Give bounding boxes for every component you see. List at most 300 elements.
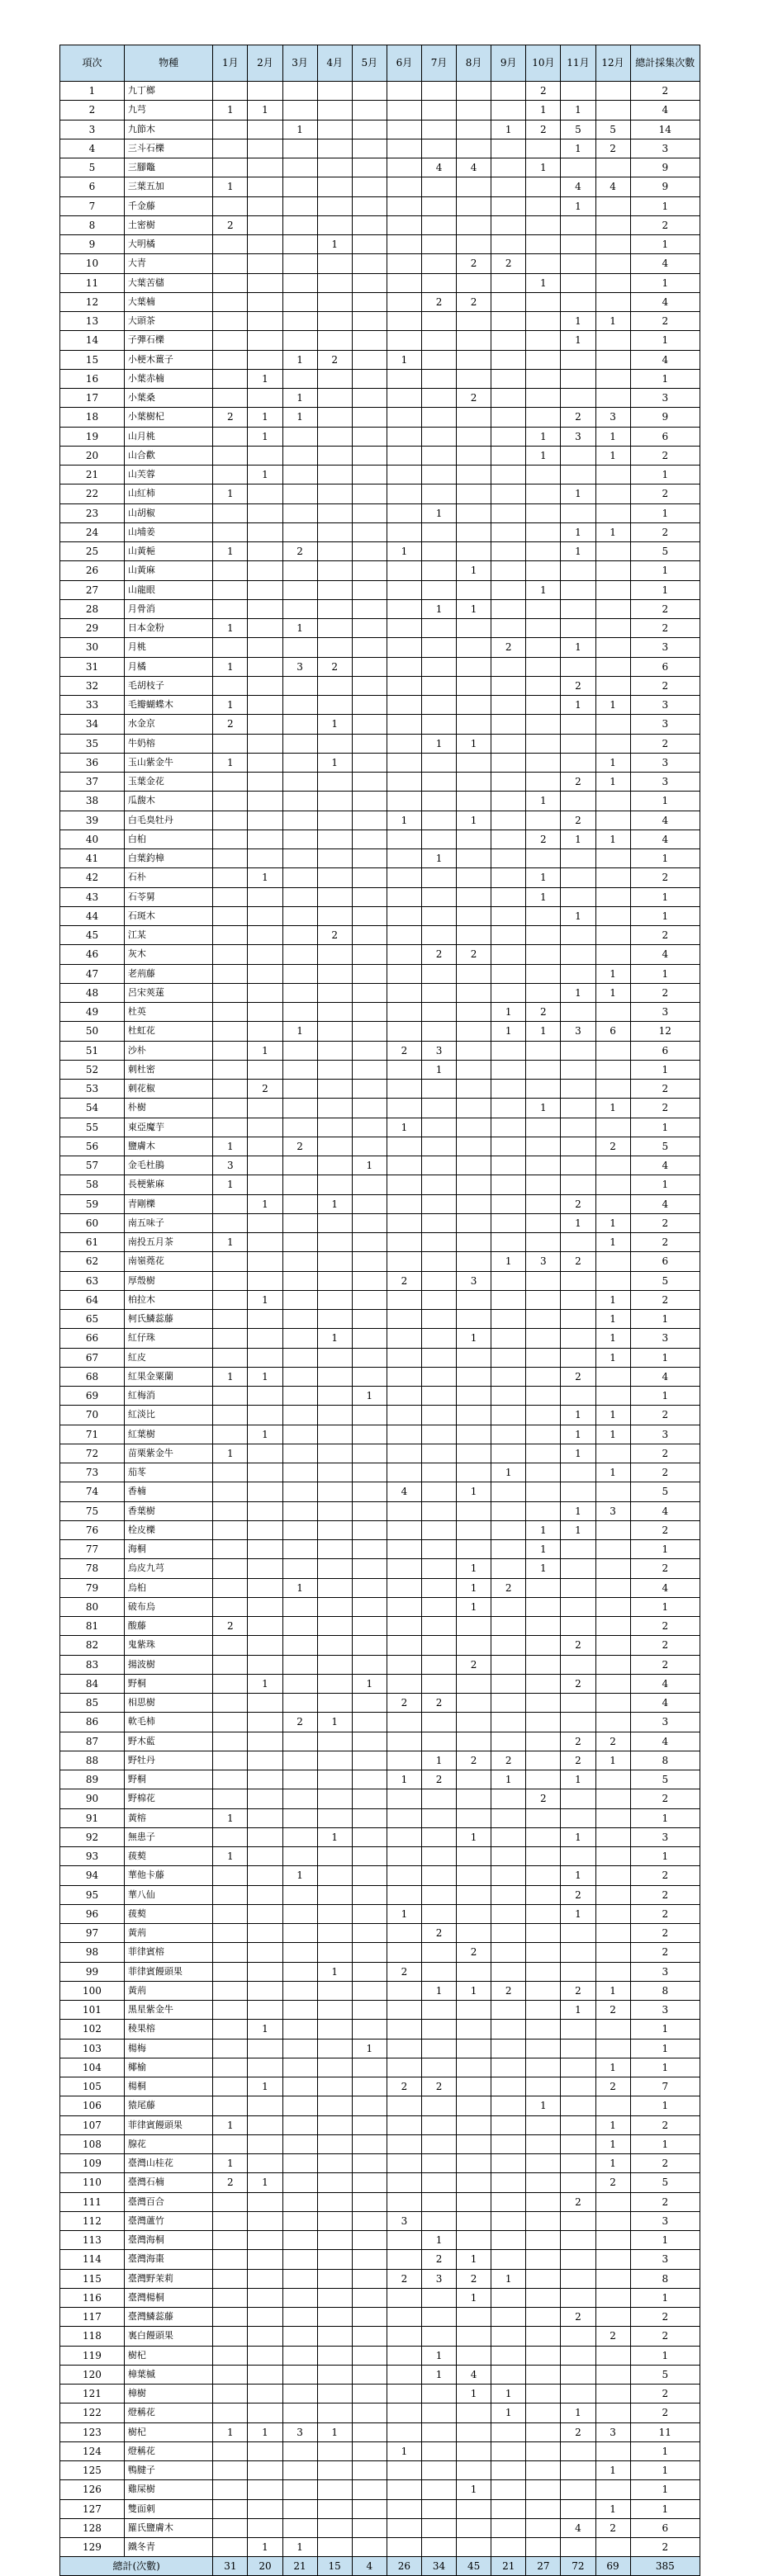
month-count-cell	[595, 484, 630, 503]
month-count-cell	[317, 2192, 352, 2211]
month-count-cell	[248, 158, 282, 177]
row-total-cell: 4	[630, 350, 700, 369]
month-count-cell	[457, 1808, 491, 1827]
month-count-cell	[421, 1022, 456, 1041]
month-count-cell: 1	[526, 868, 561, 887]
month-count-cell	[595, 1770, 630, 1789]
month-count-cell	[561, 235, 595, 254]
month-count-cell	[317, 676, 352, 695]
month-count-cell: 2	[213, 1617, 248, 1636]
row-total-cell: 2	[630, 926, 700, 945]
month-count-cell	[457, 2327, 491, 2346]
month-count-cell	[457, 715, 491, 734]
species-name-cell: 山紅柿	[124, 484, 212, 503]
month-count-cell	[457, 120, 491, 139]
month-count-cell	[387, 2039, 421, 2058]
month-count-cell	[317, 1789, 352, 1808]
month-count-cell	[421, 2134, 456, 2153]
row-total-cell: 1	[630, 1060, 700, 1079]
month-count-cell	[317, 1617, 352, 1636]
row-total-cell: 3	[630, 1827, 700, 1846]
month-count-cell	[526, 1694, 561, 1713]
month-count-cell	[421, 177, 456, 196]
species-name-cell: 菲律賓榕	[124, 1943, 212, 1962]
table-row	[60, 1175, 700, 1194]
month-count-cell	[491, 2115, 526, 2134]
month-count-cell	[387, 2461, 421, 2480]
month-count-cell: 1	[282, 2538, 317, 2557]
month-count-cell	[561, 657, 595, 676]
month-count-cell	[248, 522, 282, 541]
month-count-cell	[491, 580, 526, 599]
month-count-cell	[387, 792, 421, 811]
month-count-cell	[213, 446, 248, 465]
row-total-cell: 1	[630, 2231, 700, 2250]
month-count-cell: 1	[457, 599, 491, 618]
row-index-cell: 58	[60, 1175, 125, 1194]
month-count-cell	[248, 1847, 282, 1866]
month-count-cell	[387, 408, 421, 427]
month-count-cell: 1	[317, 1962, 352, 1981]
month-count-cell	[526, 254, 561, 273]
month-count-cell	[561, 2346, 595, 2365]
month-count-cell	[317, 1885, 352, 1904]
month-count-cell	[352, 2288, 387, 2307]
month-count-cell	[387, 1540, 421, 1559]
month-count-cell	[387, 292, 421, 311]
month-count-cell	[595, 1520, 630, 1539]
month-count-cell	[387, 235, 421, 254]
month-count-cell	[595, 1578, 630, 1597]
month-count-cell	[317, 2020, 352, 2039]
month-count-cell	[526, 522, 561, 541]
month-count-cell	[421, 1213, 456, 1232]
month-count-cell	[213, 2077, 248, 2096]
month-count-cell	[387, 1329, 421, 1348]
month-count-cell	[317, 2134, 352, 2153]
month-count-cell	[282, 2154, 317, 2173]
month-count-cell	[526, 2001, 561, 2020]
table-row	[60, 1252, 700, 1271]
month-count-cell	[526, 2499, 561, 2518]
row-index-cell: 41	[60, 849, 125, 868]
month-count-cell: 1	[595, 696, 630, 715]
month-count-cell	[352, 1310, 387, 1329]
month-count-cell: 1	[387, 1118, 421, 1137]
row-total-cell: 5	[630, 542, 700, 561]
month-count-cell	[526, 1080, 561, 1099]
month-count-cell	[561, 2020, 595, 2039]
month-count-cell	[561, 2327, 595, 2346]
species-name-cell: 老荊藤	[124, 964, 212, 983]
species-name-cell: 呂宋莢蒾	[124, 983, 212, 1002]
row-index-cell: 104	[60, 2058, 125, 2077]
month-count-cell	[282, 580, 317, 599]
month-count-cell	[282, 2480, 317, 2499]
month-count-cell	[213, 1540, 248, 1559]
month-count-cell	[457, 1617, 491, 1636]
month-count-cell	[282, 446, 317, 465]
month-count-cell	[317, 1808, 352, 1827]
row-index-cell: 103	[60, 2039, 125, 2058]
table-row	[60, 926, 700, 945]
month-count-cell	[282, 1617, 317, 1636]
month-count-cell	[248, 1540, 282, 1559]
month-count-cell	[457, 1924, 491, 1943]
species-name-cell: 子彈石櫟	[124, 331, 212, 350]
month-count-cell	[213, 82, 248, 101]
row-index-cell: 106	[60, 2096, 125, 2115]
row-total-cell: 1	[630, 273, 700, 292]
month-count-cell	[421, 676, 456, 695]
month-count-cell	[213, 331, 248, 350]
month-count-cell	[213, 2385, 248, 2403]
month-count-cell	[387, 196, 421, 215]
month-count-cell	[421, 1559, 456, 1578]
month-count-cell	[595, 1866, 630, 1885]
month-count-cell	[457, 849, 491, 868]
row-index-cell: 105	[60, 2077, 125, 2096]
month-count-cell	[387, 1406, 421, 1425]
month-count-cell	[352, 503, 387, 522]
month-count-cell	[248, 1213, 282, 1232]
species-name-cell: 樟樹	[124, 2385, 212, 2403]
month-count-cell	[491, 1156, 526, 1175]
month-count-cell	[595, 715, 630, 734]
species-name-cell: 石斑木	[124, 906, 212, 925]
month-count-cell	[317, 2385, 352, 2403]
month-count-cell	[421, 2288, 456, 2307]
row-index-cell: 24	[60, 522, 125, 541]
month-count-cell: 3	[387, 2211, 421, 2230]
row-index-cell: 65	[60, 1310, 125, 1329]
month-count-cell	[491, 1617, 526, 1636]
row-index-cell: 27	[60, 580, 125, 599]
month-count-cell: 2	[561, 1751, 595, 1770]
month-count-cell	[387, 1827, 421, 1846]
species-name-cell: 燈稱花	[124, 2403, 212, 2422]
month-count-cell	[317, 120, 352, 139]
table-row	[60, 1770, 700, 1789]
month-count-cell: 1	[282, 1578, 317, 1597]
month-count-cell	[526, 619, 561, 638]
month-count-cell: 3	[213, 1156, 248, 1175]
month-count-cell	[213, 1866, 248, 1885]
month-count-cell: 4	[457, 158, 491, 177]
month-count-cell	[248, 2211, 282, 2230]
species-name-cell: 九節木	[124, 120, 212, 139]
month-count-cell	[421, 638, 456, 657]
month-count-cell	[526, 312, 561, 331]
month-count-cell	[421, 983, 456, 1002]
month-count-cell	[491, 1924, 526, 1943]
species-name-cell: 無患子	[124, 1827, 212, 1846]
month-count-cell: 1	[213, 753, 248, 772]
month-count-cell	[387, 2058, 421, 2077]
month-count-cell	[352, 446, 387, 465]
month-count-cell	[387, 1655, 421, 1674]
month-count-cell	[491, 792, 526, 811]
month-count-cell	[457, 964, 491, 983]
row-total-cell: 2	[630, 312, 700, 331]
month-count-cell: 1	[421, 599, 456, 618]
month-count-cell	[282, 2346, 317, 2365]
month-count-cell	[491, 926, 526, 945]
month-count-cell	[213, 1885, 248, 1904]
month-count-cell	[526, 676, 561, 695]
month-count-cell	[213, 2346, 248, 2365]
species-name-cell: 樟葉槭	[124, 2365, 212, 2384]
species-name-cell: 南五味子	[124, 1213, 212, 1232]
month-count-cell: 1	[526, 158, 561, 177]
row-total-cell: 2	[630, 1617, 700, 1636]
table-row	[60, 1655, 700, 1674]
month-count-cell	[526, 849, 561, 868]
row-total-cell: 2	[630, 2192, 700, 2211]
month-count-cell	[248, 1003, 282, 1022]
month-count-cell	[282, 1425, 317, 1444]
month-count-cell	[491, 1847, 526, 1866]
month-count-cell: 1	[248, 2077, 282, 2096]
month-count-cell	[282, 715, 317, 734]
month-count-cell	[595, 1694, 630, 1713]
species-name-cell: 紅仔珠	[124, 1329, 212, 1348]
row-total-cell: 4	[630, 254, 700, 273]
month-count-cell	[387, 101, 421, 120]
month-count-cell	[421, 350, 456, 369]
month-count-cell	[387, 1022, 421, 1041]
month-count-cell	[387, 1674, 421, 1693]
month-count-cell	[387, 619, 421, 638]
month-count-cell	[248, 1808, 282, 1827]
month-count-cell	[248, 350, 282, 369]
month-count-cell	[421, 2403, 456, 2422]
month-count-cell	[491, 599, 526, 618]
month-count-cell: 2	[595, 2173, 630, 2192]
table-row	[60, 2422, 700, 2441]
month-count-cell	[282, 1655, 317, 1674]
table-row	[60, 1789, 700, 1808]
table-row	[60, 2231, 700, 2250]
table-row	[60, 2096, 700, 2115]
month-count-cell	[213, 2211, 248, 2230]
month-count-cell	[491, 2327, 526, 2346]
row-total-cell: 1	[630, 887, 700, 906]
month-count-cell	[352, 2365, 387, 2384]
month-count-cell	[352, 1482, 387, 1501]
month-count-cell	[421, 753, 456, 772]
month-count-cell	[491, 657, 526, 676]
month-count-cell	[457, 2499, 491, 2518]
month-count-cell: 1	[248, 1425, 282, 1444]
month-count-cell	[213, 2441, 248, 2460]
row-index-cell: 12	[60, 292, 125, 311]
row-index-cell: 54	[60, 1099, 125, 1118]
month-count-cell	[213, 2288, 248, 2307]
month-count-cell: 1	[561, 1770, 595, 1789]
month-count-cell	[352, 2385, 387, 2403]
month-count-cell: 1	[282, 350, 317, 369]
month-count-cell: 1	[595, 1310, 630, 1329]
month-count-cell	[317, 1060, 352, 1079]
species-name-cell: 臺灣海棗	[124, 2250, 212, 2269]
month-count-cell	[282, 1367, 317, 1386]
month-count-cell	[457, 1904, 491, 1923]
species-name-cell: 軟毛柿	[124, 1713, 212, 1732]
month-count-cell: 1	[421, 1981, 456, 2000]
month-count-cell	[491, 2461, 526, 2480]
month-count-cell	[213, 2461, 248, 2480]
month-count-cell: 1	[595, 446, 630, 465]
table-row	[60, 350, 700, 369]
table-row	[60, 2327, 700, 2346]
month-count-cell: 1	[561, 2001, 595, 2020]
row-total-cell: 1	[630, 1847, 700, 1866]
month-count-cell	[317, 2518, 352, 2537]
month-count-cell: 1	[387, 811, 421, 830]
row-total-cell: 2	[630, 2115, 700, 2134]
month-count-cell	[561, 466, 595, 484]
month-count-cell	[491, 1482, 526, 1501]
species-name-cell: 東亞魔芋	[124, 1118, 212, 1137]
table-row	[60, 2499, 700, 2518]
month-count-cell: 2	[457, 1751, 491, 1770]
month-count-cell: 2	[561, 1636, 595, 1655]
month-count-cell	[387, 1885, 421, 1904]
month-count-cell	[387, 82, 421, 101]
table-row	[60, 2250, 700, 2269]
table-row	[60, 312, 700, 331]
month-count-cell	[352, 1137, 387, 1156]
row-index-cell: 34	[60, 715, 125, 734]
month-count-cell	[352, 1904, 387, 1923]
month-count-cell: 1	[248, 1041, 282, 1060]
month-count-cell: 1	[561, 542, 595, 561]
table-row	[60, 196, 700, 215]
month-count-cell: 2	[421, 945, 456, 964]
month-count-cell	[457, 2308, 491, 2327]
month-count-cell	[352, 696, 387, 715]
month-count-cell	[317, 466, 352, 484]
row-total-cell: 1	[630, 1808, 700, 1827]
month-count-cell	[387, 676, 421, 695]
month-count-cell	[213, 1713, 248, 1732]
month-count-cell	[352, 830, 387, 848]
column-header: 1月	[213, 45, 248, 82]
month-count-cell	[352, 906, 387, 925]
month-count-cell	[213, 580, 248, 599]
month-count-cell	[421, 2211, 456, 2230]
month-count-cell	[561, 887, 595, 906]
month-count-cell	[387, 696, 421, 715]
row-index-cell: 16	[60, 369, 125, 388]
row-total-cell: 8	[630, 2269, 700, 2288]
species-name-cell: 大葉楠	[124, 292, 212, 311]
month-count-cell	[421, 964, 456, 983]
month-count-cell	[248, 1770, 282, 1789]
month-count-cell	[213, 599, 248, 618]
month-count-cell	[526, 1847, 561, 1866]
month-count-cell	[491, 139, 526, 158]
table-row	[60, 331, 700, 350]
column-header: 10月	[526, 45, 561, 82]
row-total-cell: 9	[630, 408, 700, 427]
month-count-cell	[595, 1041, 630, 1060]
row-total-cell: 4	[630, 945, 700, 964]
month-count-cell: 1	[248, 2538, 282, 2557]
row-index-cell: 3	[60, 120, 125, 139]
month-count-cell	[561, 2173, 595, 2192]
month-count-cell	[387, 830, 421, 848]
month-count-cell	[317, 139, 352, 158]
row-total-cell: 2	[630, 1213, 700, 1232]
month-count-cell	[421, 1808, 456, 1827]
month-count-cell	[387, 773, 421, 792]
row-index-cell: 23	[60, 503, 125, 522]
species-name-cell: 千金藤	[124, 196, 212, 215]
table-row	[60, 599, 700, 618]
month-count-cell	[317, 503, 352, 522]
month-count-cell: 1	[561, 1444, 595, 1463]
month-count-cell	[317, 1387, 352, 1406]
month-count-cell	[457, 522, 491, 541]
month-count-cell: 1	[213, 1137, 248, 1156]
species-name-cell: 烏桕	[124, 1578, 212, 1597]
month-count-cell	[387, 964, 421, 983]
month-count-cell	[317, 868, 352, 887]
month-count-cell: 1	[561, 696, 595, 715]
month-count-cell	[248, 1406, 282, 1425]
month-count-cell	[317, 1003, 352, 1022]
month-count-cell	[595, 619, 630, 638]
month-count-cell	[526, 1194, 561, 1213]
row-total-cell: 3	[630, 773, 700, 792]
month-count-cell	[457, 657, 491, 676]
month-count-cell: 1	[421, 849, 456, 868]
month-count-cell	[595, 158, 630, 177]
month-count-cell: 1	[595, 1213, 630, 1232]
month-count-cell	[317, 2480, 352, 2499]
month-count-cell	[561, 1080, 595, 1099]
month-count-cell	[282, 254, 317, 273]
month-count-cell	[248, 1789, 282, 1808]
month-count-cell: 1	[457, 1578, 491, 1597]
month-count-cell	[282, 215, 317, 234]
month-count-cell	[317, 1425, 352, 1444]
month-count-cell	[421, 1118, 456, 1137]
month-count-cell	[248, 1827, 282, 1846]
row-index-cell: 111	[60, 2192, 125, 2211]
month-count-cell	[457, 887, 491, 906]
month-count-cell	[317, 1520, 352, 1539]
month-count-cell	[595, 2039, 630, 2058]
month-count-cell	[526, 1713, 561, 1732]
month-count-cell	[213, 427, 248, 446]
month-count-cell	[595, 2403, 630, 2422]
month-count-cell: 1	[595, 753, 630, 772]
month-count-cell: 1	[491, 2269, 526, 2288]
month-count-cell	[282, 1981, 317, 2000]
table-row	[60, 830, 700, 848]
month-count-cell	[526, 2385, 561, 2403]
month-count-cell: 1	[387, 350, 421, 369]
month-count-cell: 2	[561, 2192, 595, 2211]
month-count-cell	[352, 2058, 387, 2077]
month-count-cell	[561, 82, 595, 101]
month-count-cell	[248, 792, 282, 811]
month-count-cell	[491, 484, 526, 503]
month-count-cell	[595, 2308, 630, 2327]
